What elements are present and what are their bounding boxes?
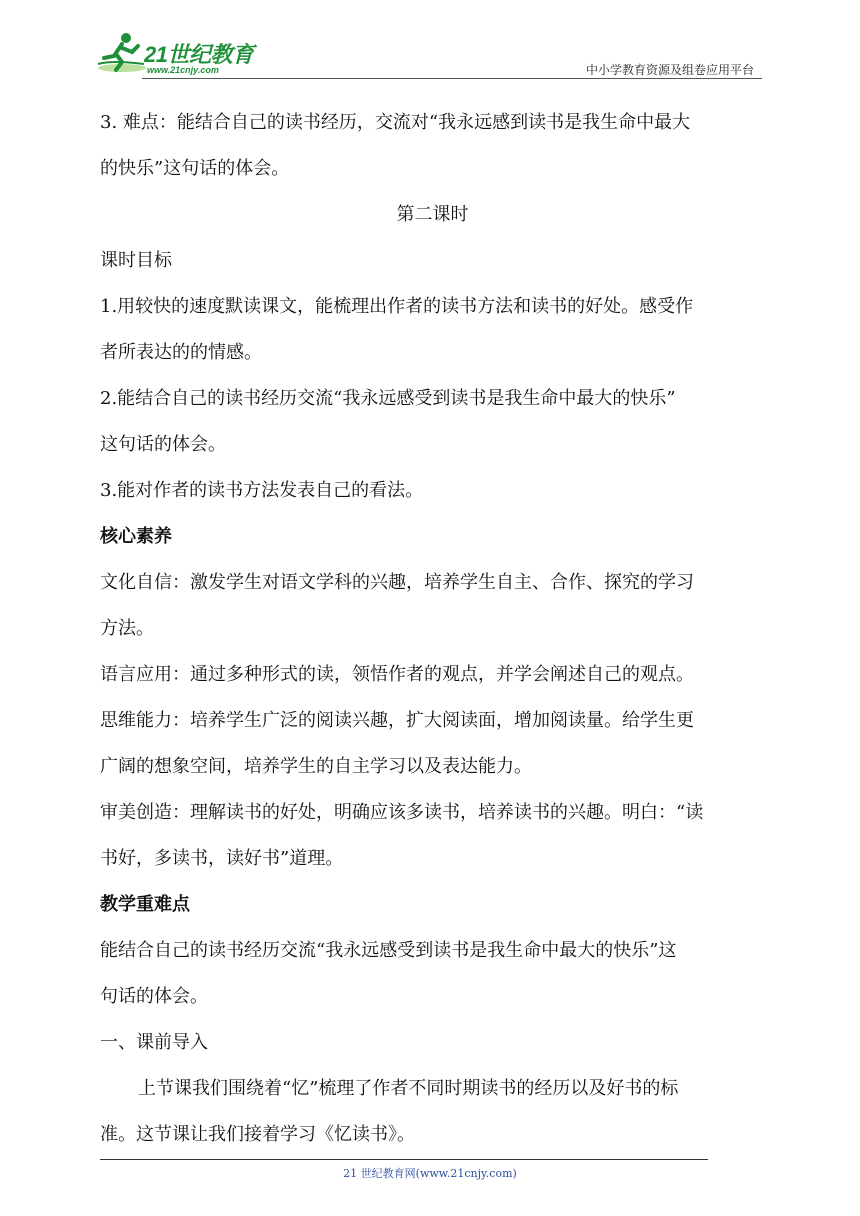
text-line: 广阔的想象空间，培养学生的自主学习以及表达能力。 xyxy=(100,756,532,777)
document-body xyxy=(100,100,765,1158)
text-line: 3.能对作者的读书方法发表自己的看法。 xyxy=(100,480,424,501)
section-title: 第二课时 xyxy=(396,204,469,225)
bold-heading: 核心素养 xyxy=(100,526,172,547)
text-line: 思维能力：培养学生广泛的阅读兴趣，扩大阅读面，增加阅读量。给学生更 xyxy=(100,710,694,731)
text-line: 文化自信：激发学生对语文学科的兴趣，培养学生自主、合作、探究的学习 xyxy=(100,572,694,593)
platform-name: 中小学教育资源及组卷应用平台 xyxy=(585,63,754,77)
page-footer: 21 世纪教育网(www.21cnjy.com) xyxy=(343,1167,517,1180)
text-line: 2.能结合自己的读书经历交流“我永远感受到读书是我生命中最大的快乐” xyxy=(100,388,676,409)
text-line: 者所表达的的情感。 xyxy=(100,342,262,363)
logo-url-text: www.21cnjy.com xyxy=(147,65,219,75)
subheading: 课时目标 xyxy=(100,250,172,271)
header-divider xyxy=(142,78,762,79)
logo xyxy=(92,30,272,78)
paragraph-first-line: 上节课我们围绕着“忆”梳理了作者不同时期读书的经历以及好书的标 xyxy=(138,1078,679,1099)
text-line: 句话的体会。 xyxy=(100,986,208,1007)
text-line: 能结合自己的读书经历交流“我永远感受到读书是我生命中最大的快乐”这 xyxy=(100,940,677,961)
text-line: 方法。 xyxy=(100,618,154,639)
text-line: 书好，多读书，读好书”道理。 xyxy=(100,848,344,869)
text-line: 3. 难点：能结合自己的读书经历，交流对“我永远感到读书是我生命中最大 xyxy=(100,112,691,133)
text-line: 审美创造：理解读书的好处，明确应该多读书，培养读书的兴趣。明白：“读 xyxy=(100,802,704,823)
text-line: 准。这节课让我们接着学习《忆读书》。 xyxy=(100,1124,415,1145)
text-line: 这句话的体会。 xyxy=(100,434,226,455)
text-line: 的快乐”这句话的体会。 xyxy=(100,158,290,179)
subheading: 一、课前导入 xyxy=(100,1032,208,1053)
logo-brand-text: 21世纪教育 xyxy=(144,42,254,67)
text-line: 1.用较快的速度默读课文，能梳理出作者的读书方法和读书的好处。感受作 xyxy=(100,296,694,317)
page-header xyxy=(92,30,762,80)
runner-logo-icon xyxy=(92,30,152,76)
bold-heading: 教学重难点 xyxy=(100,894,190,915)
text-line: 语言应用：通过多种形式的读，领悟作者的观点，并学会阐述自己的观点。 xyxy=(100,664,694,685)
footer-divider xyxy=(100,1159,708,1160)
